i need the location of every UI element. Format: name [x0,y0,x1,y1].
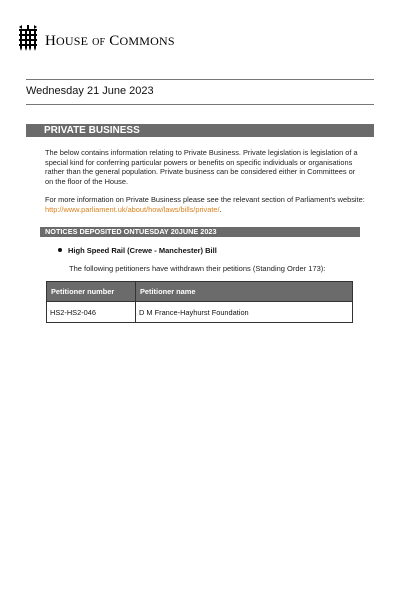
table-row [47,302,353,323]
column-header-number: Petitioner number [47,282,136,302]
parliament-logo [17,25,175,51]
portcullis-icon [17,25,39,51]
notices-title: NOTICES DEPOSITED ONTUESDAY 20JUNE 2023 [45,227,217,236]
bill-item [58,246,217,256]
petition-note: The following petitioners have withdrawn their petitions (Standing Order 173): [69,264,326,273]
table-header-row [47,282,353,302]
info-text: For more information on Private Business please see the relevant section of Parliament's website: [45,195,365,204]
date-divider [26,104,374,105]
private-business-link[interactable]: http://www.parliament.uk/about/how/laws/bills/private/ [45,204,220,214]
info-paragraph [45,195,365,214]
petitioners-table [46,281,353,323]
bullet-icon [58,248,62,252]
section-header-bar [26,124,374,137]
logo-wordmark: HOUSE OF COMMONS [45,32,175,49]
top-divider [26,79,374,80]
column-header-name: Petitioner name [136,282,353,302]
intro-paragraph: The below contains information relating to Private Business. Private legislation is legislation of a special kind for conferring particular powers or benefits on specific individuals or organisations rather than the general population. Private business can be considered either in Committees or on the floor of the House. [45,148,358,186]
notices-header-bar [40,227,360,237]
petitioner-name-cell: D M France-Hayhurst Foundation [136,302,353,323]
info-suffix: . [219,204,222,214]
section-title: PRIVATE BUSINESS [44,125,140,136]
petitioner-number-cell: HS2-HS2-046 [47,302,136,323]
bill-title: High Speed Rail (Crewe - Manchester) Bill [68,246,217,255]
document-date: Wednesday 21 June 2023 [26,85,154,97]
